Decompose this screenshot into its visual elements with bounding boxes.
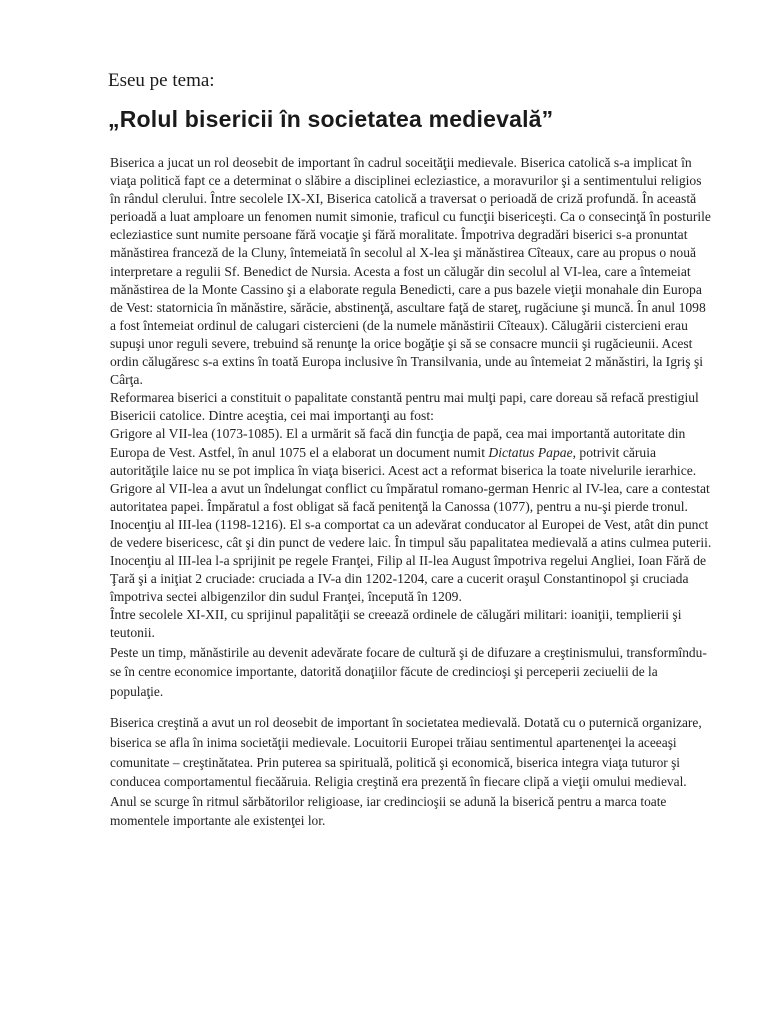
paragraph-military-orders: Între secolele XI-XII, cu sprijinul papalităţii se creează ordinele de călugări militari: ioaniţii, templierii şi teutonii. (110, 607, 682, 641)
grigore-text-start: Grigore al VII-lea (1073-1085). El a urmărit să facă din funcţia de papă, cea mai importantă autoritate din Europa de Vest. Astfel, în anul 1075 el a elaborat un document numit (110, 426, 686, 460)
grigore-text-end: , potrivit căruia autorităţile laice nu se pot implica în viaţa biserici. Acest act a reformat biserica la toate nivelurile ierarhice. Grigore al VII-lea a avut un îndelungat conflict cu împăratul romano-german Henric al IV-lea, care a contestat autoritatea papei. Împăratul a fost obligat să facă penitenţă la Canossa (1077), pentru a nu-şi pierde tronul. (110, 444, 710, 514)
paragraph-reform: Reformarea biserici a constituit o papalitate constantă pentru mai mulţi papi, care doreau să refacă prestigiul Bisericii catolice. Dintre aceştia, cei mai importanţi au fost: (110, 390, 699, 424)
paragraph-intro: Biserica a jucat un rol deosebit de important în cadrul soceităţii medievale. Biserica catolică s-a implicat în viaţa politică fapt ce a determinat o slăbire a disciplinei ecleziastice, a moravurilor şi a sentimentului religios în rândul clerului. Între secolele IX-XI, Biserica catolică a traversat o perioadă de criză profundă. În această perioadă a luat amploare un fenomen numit simonie, traficul cu funcţii bisericeşti. Ca o consecinţă în posturile ecleziastice sunt numite persoane fără vocaţie şi fără moralitate. Împotriva degradări biserici s-a pronuntat mănăstirea franceză de la Cluny, întemeiată în secolul al X-lea şi mănăstirea Cîteaux, care au propus o nouă interpretare a regulii Sf. Benedict de Nursia. Acesta a fost un călugăr din secolul al VI-lea, care a întemeiat mănăstirea de la Monte Cassino şi a elaborate regula Benedicti, care a pus bazele vieţii monahale din Europa de Vest: statornicia în mănăstire, sărăcie, abstinenţă, ascultare faţă de stareţ, rugăciune şi muncă. În anul 1098 a fost întemeiat ordinul de calugari cistercieni (de la numele mănăstirii Cîteaux). Călugării cistercieni erau supuşi unor reguli severe, trebuind să renunţe la orice bogăţie şi să se consacre muncii şi rugăcieunii. Acest ordin călugăresc s-a extins în toată Europa inclusive în Transilvania, unde au întemeiat 2 mănăstiri, la Igriş şi Cârţa. (110, 155, 711, 388)
dictatus-papae-title: Dictatus Papae (488, 444, 573, 460)
essay-body (110, 154, 714, 831)
paragraph-culture: Peste un timp, mănăstirile au devenit adevărate focare de cultură şi de difuzare a creştinismului, transformîndu-se în centre economice importante, datorită donaţiilor făcute de credincioşi şi perceperii zeciuelii de la populaţie. (110, 644, 707, 699)
essay-subtitle: Eseu pe tema: (108, 70, 215, 91)
paragraph-conclusion: Biserica creştină a avut un rol deosebit de important în societatea medievală. Dotată cu o puternică organizare, biserica se afla în inima societăţii medievale. Locuitorii Europei trăiau sentimentul apartenenţei la aceeaşi comunitate – creştinătatea. Prin puterea sa spirituală, politică şi economică, biserica integra viaţa tuturor şi conducea comportamentul fiecăăruia. Religia creştină era prezentă în fiecare clipă a vieţii omului medieval. Anul se scurge în ritmul sărbătorilor religioase, iar credincioşii se adună la biserică pentru a marca toate momentele importante ale existenţei lor. (110, 715, 702, 829)
paragraph-inocentiu: Inocenţiu al III-lea (1198-1216). El s-a comportat ca un adevărat conducator al Europei de Vest, atât din punct de vedere bisericesc, cât şi din punct de vedere laic. În timpul său papalitatea medievală a atins culmea puterii. Inocenţiu al III-lea l-a sprijinit pe regele Franţei, Filip al II-lea August împotriva regelui Angliei, Ioan Fără de Ţară şi a iniţiat 2 cruciade: cruciada a IV-a din 1202-1204, care a cucerit oraşul Constantinopol şi cruciada împotriva sectei albigenzilor din sudul Franţei, începută în 1209. (110, 516, 712, 605)
paragraph-grigore (110, 425, 714, 515)
essay-title: „Rolul bisericii în societatea medievală” (108, 106, 554, 132)
